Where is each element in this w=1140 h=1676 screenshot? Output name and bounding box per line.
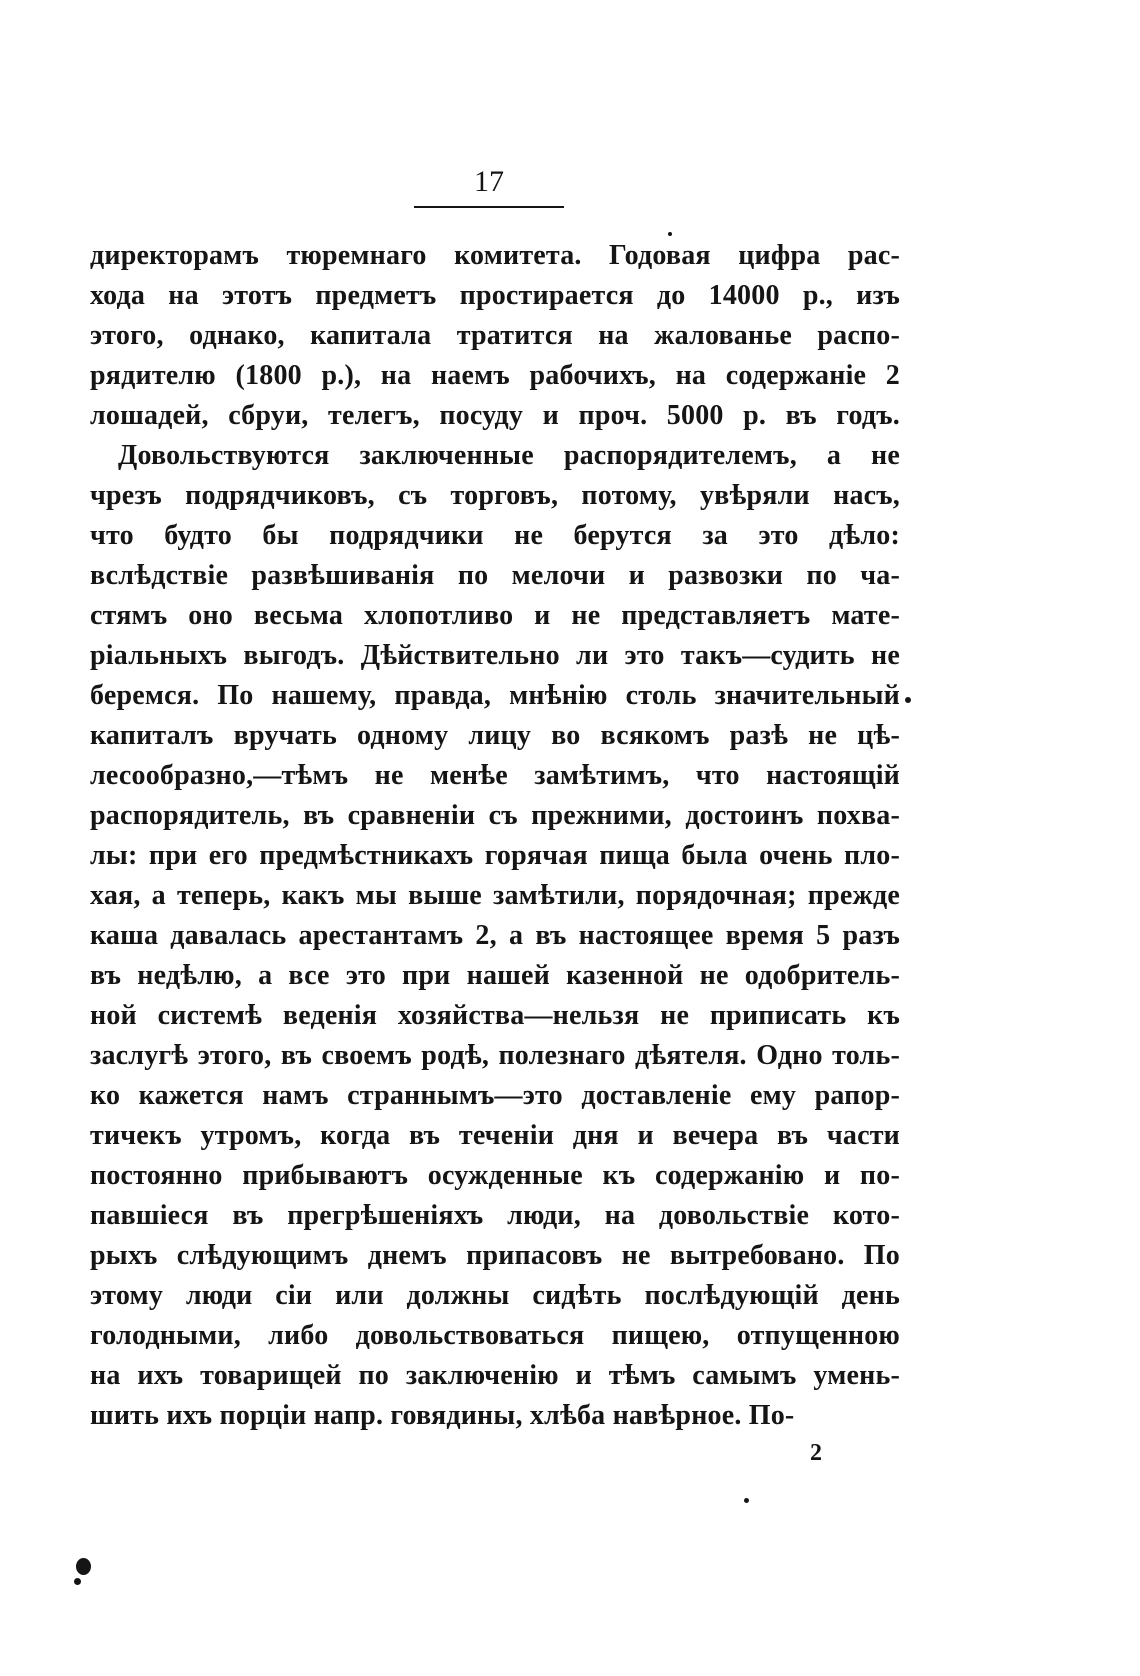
text-line: заслугѣ этого, въ своемъ родѣ, полезнаго дѣятеля. Одно толь- (90, 1040, 900, 1071)
scan-speck (74, 1578, 81, 1585)
text-line: постоянно прибываютъ осужденные къ содержанію и по- (90, 1160, 900, 1191)
text-line: на ихъ товарищей по заключенію и тѣмъ самымъ умень- (90, 1360, 900, 1391)
text-line: этого, однако, капитала тратится на жалованье распо- (90, 320, 900, 351)
text-line: чрезъ подрядчиковъ, съ торговъ, потому, увѣряли насъ, (90, 480, 900, 511)
text-line: Довольствуются заключенные распорядителемъ, а не (118, 440, 900, 471)
text-line: тичекъ утромъ, когда въ теченіи дня и вечера въ части (90, 1120, 900, 1151)
text-line: шить ихъ порціи напр. говядины, хлѣба навѣрное. По- (90, 1400, 795, 1431)
text-line: хода на этотъ предметъ простирается до 14000 р., изъ (90, 280, 900, 311)
scan-speck (76, 1558, 91, 1575)
text-line: въ недѣлю, а все это при нашей казенной не одобритель- (90, 960, 900, 991)
page-number: 17 (474, 165, 504, 198)
text-line: каша давалась арестантамъ 2, а въ настоящее время 5 разъ (90, 920, 900, 951)
header-rule (414, 206, 564, 208)
text-line: хая, а теперь, какъ мы выше замѣтили, порядочная; прежде (90, 880, 900, 911)
text-line: рядителю (1800 р.), на наемъ рабочихъ, на содержаніе 2 (90, 360, 900, 391)
text-line: лы: при его предмѣстникахъ горячая пища была очень пло- (90, 840, 900, 871)
signature-mark: 2 (810, 1440, 822, 1466)
text-line: директорамъ тюремнаго комитета. Годовая цифра рас- (90, 240, 900, 271)
text-line: лошадей, сбруи, телегъ, посуду и проч. 5000 р. въ годъ. (90, 400, 900, 431)
text-line: павшіеся въ прегрѣшеніяхъ люди, на довольствіе кото- (90, 1200, 900, 1231)
text-line: этому люди сіи или должны сидѣть послѣдующій день (90, 1280, 900, 1311)
text-line: рыхъ слѣдующимъ днемъ припасовъ не вытребовано. По (90, 1240, 900, 1271)
scan-speck (668, 232, 672, 236)
text-line: что будто бы подрядчики не берутся за это дѣло: (90, 520, 900, 551)
text-line: лесообразно,—тѣмъ не менѣе замѣтимъ, что настоящій (90, 760, 900, 791)
text-line: распорядитель, въ сравненіи съ прежними, достоинъ похва- (90, 800, 900, 831)
text-line: голодными, либо довольствоваться пищею, отпущенною (90, 1320, 900, 1351)
text-line: капиталъ вручать одному лицу во всякомъ разѣ не цѣ- (90, 720, 900, 751)
body-text (90, 236, 900, 1436)
text-line: беремся. По нашему, правда, мнѣнію столь значительный (90, 680, 900, 711)
text-line: ріальныхъ выгодъ. Дѣйствительно ли это такъ—судить не (90, 640, 900, 671)
text-line: стямъ оно весьма хлопотливо и не представляетъ мате- (90, 600, 900, 631)
text-line: ко кажется намъ страннымъ—это доставленіе ему рапор- (90, 1080, 900, 1111)
text-line: ной системѣ веденія хозяйства—нельзя не приписать къ (90, 1000, 900, 1031)
scan-speck (905, 697, 911, 703)
scan-speck (744, 1498, 749, 1503)
text-line: вслѣдствіе развѣшиванія по мелочи и развозки по ча- (90, 560, 900, 591)
